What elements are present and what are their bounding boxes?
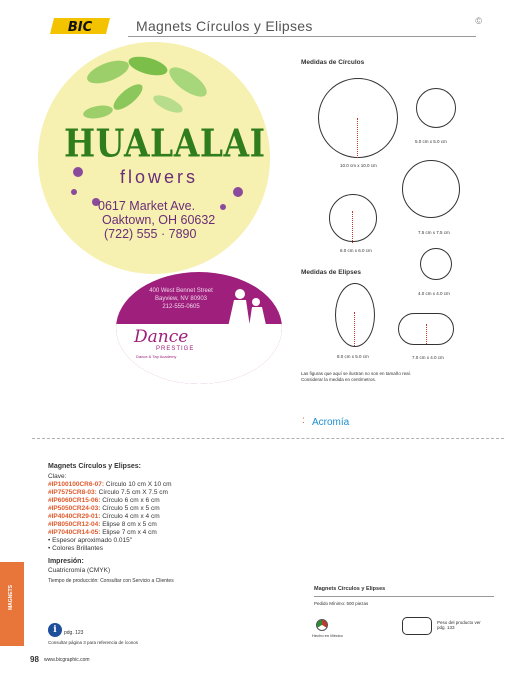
icon-reference-note: Consultar página 3 para referencia de íconos: [48, 640, 139, 645]
summary-divider: [314, 596, 494, 597]
ellipses-section-title: Medidas de Elipses: [301, 269, 361, 276]
product-desc: Elipse 7 cm x 4 cm: [100, 529, 157, 536]
sample-address-line1: 0617 Market Ave.: [98, 199, 196, 213]
circle-6cm-label: 6.0 cm x 6.0 cm: [340, 248, 372, 253]
product-code: #IP4040CR29-01:: [48, 513, 101, 520]
product-desc: Elipse 8 cm x 5 cm: [100, 521, 157, 528]
ellipse-magnet-sample: [116, 272, 282, 384]
product-code: #IP8050CR12-04:: [48, 521, 101, 528]
circle-75cm-shape: [402, 160, 460, 218]
print-heading: Impresión:: [48, 558, 84, 565]
product-code-row: [48, 481, 172, 488]
print-value: Cuatricromía (CMYK): [48, 567, 111, 574]
website-url: www.bicgraphic.com: [44, 657, 90, 663]
product-shape-icon: [402, 617, 432, 635]
made-in-mexico-label: Hecho en México: [312, 633, 343, 638]
summary-title: Magnets Círculos y Elipses: [314, 586, 386, 592]
page-title: Magnets Círculos y Elipses: [136, 18, 313, 34]
circles-section-title: Medidas de Círculos: [301, 59, 365, 66]
product-desc: Círculo 7.5 cm X 7.5 cm: [96, 489, 168, 496]
production-time: Tiempo de producción: Consultar con Servicio a Clientes: [48, 578, 174, 584]
product-code: #IP6060CR15-06:: [48, 497, 101, 504]
page-number: 98: [30, 655, 39, 664]
circle-10cm-guide: [357, 118, 358, 158]
product-desc: Círculo 6 cm x 6 cm: [100, 497, 160, 504]
product-desc: Círculo 10 cm X 10 cm: [104, 481, 172, 488]
colors-bullet: • Colores Brillantes: [48, 545, 104, 552]
sample-address-line2: Oaktown, OH 60632: [102, 213, 216, 227]
circle-5cm-shape: [416, 88, 456, 128]
hualalai-logo-text: HUALALAI: [64, 121, 266, 166]
thickness-bullet: • Espesor aproximado 0.015": [48, 537, 133, 544]
circle-6cm-shape: [329, 194, 377, 242]
circle-6cm-guide: [352, 211, 353, 243]
info-icon: i: [48, 623, 62, 637]
dance-brand-text: Dance: [134, 327, 189, 347]
bic-logo: [46, 16, 116, 36]
clave-label: Clave:: [48, 473, 67, 480]
scale-note-1: Las figuras que aquí se ilustran no son en tamaño real.: [301, 371, 411, 376]
ellipse-7x4-guide: [426, 324, 427, 344]
product-code-row: [48, 489, 168, 496]
circle-magnet-sample: [38, 42, 270, 274]
scale-note-2: Considerar la medida en centímetros.: [301, 377, 377, 382]
svg-text:BIC: BIC: [67, 20, 93, 35]
section-divider: [32, 438, 504, 439]
circle-10cm-label: 10.0 cm x 10.0 cm: [340, 163, 377, 168]
product-code: #IP7575CR8-03:: [48, 489, 97, 496]
product-code-row: [48, 497, 160, 504]
page-header: [0, 14, 522, 40]
ellipse-8x5-shape: [335, 283, 375, 347]
copyright-mark: ©: [475, 16, 482, 26]
circle-4cm-label: 4.0 cm x 4.0 cm: [418, 291, 450, 296]
circle-4cm-shape: [420, 248, 452, 280]
circle-5cm-label: 5.0 cm x 5.0 cm: [415, 139, 447, 144]
sample-phone: (722) 555 · 7890: [104, 227, 197, 241]
product-weight-note: Peso del producto ver pdg. 133: [437, 620, 481, 630]
product-code-row: [48, 505, 160, 512]
product-desc: Círculo 4 cm x 4 cm: [100, 513, 160, 520]
product-code-row: [48, 521, 157, 528]
circle-75cm-label: 7.5 cm x 7.5 cm: [418, 230, 450, 235]
supplier-logo-text: Acromía: [312, 417, 350, 428]
product-desc: Círculo 5 cm x 5 cm: [100, 505, 160, 512]
header-divider: [128, 36, 476, 37]
product-code: #IP100100CR6-07:: [48, 481, 105, 488]
side-tab-label: MAGNETS: [8, 585, 14, 610]
ellipse-address-line1: 400 West Bennet Street: [149, 288, 213, 294]
pdg-reference: pdg. 123: [64, 630, 84, 636]
prestige-text: PRESTIGE: [156, 346, 195, 352]
product-code: #IP5050CR24-03:: [48, 505, 101, 512]
ellipse-7x4-label: 7.0 cm x 4.0 cm: [412, 355, 444, 360]
minimum-order: Pedido Mínimo: 500 piezas: [314, 601, 369, 606]
ellipse-phone: 212-555-0605: [162, 304, 200, 310]
made-in-mexico-icon: [316, 619, 328, 631]
product-code-row: [48, 529, 157, 536]
ellipse-8x5-guide: [354, 312, 355, 346]
ellipse-tagline: Dance & Tap Academy: [136, 354, 177, 359]
product-code: #IP7040CR14-05:: [48, 529, 101, 536]
details-heading: Magnets Círculos y Elipses:: [48, 463, 141, 470]
ellipse-8x5-label: 8.0 cm x 5.0 cm: [337, 354, 369, 359]
product-code-row: [48, 513, 160, 520]
flowers-text: flowers: [120, 167, 199, 187]
circle-10cm-shape: [318, 78, 398, 158]
acromia-mark-icon: :: [302, 415, 305, 426]
ellipse-address-line2: Bayview, NV 80903: [154, 296, 208, 302]
